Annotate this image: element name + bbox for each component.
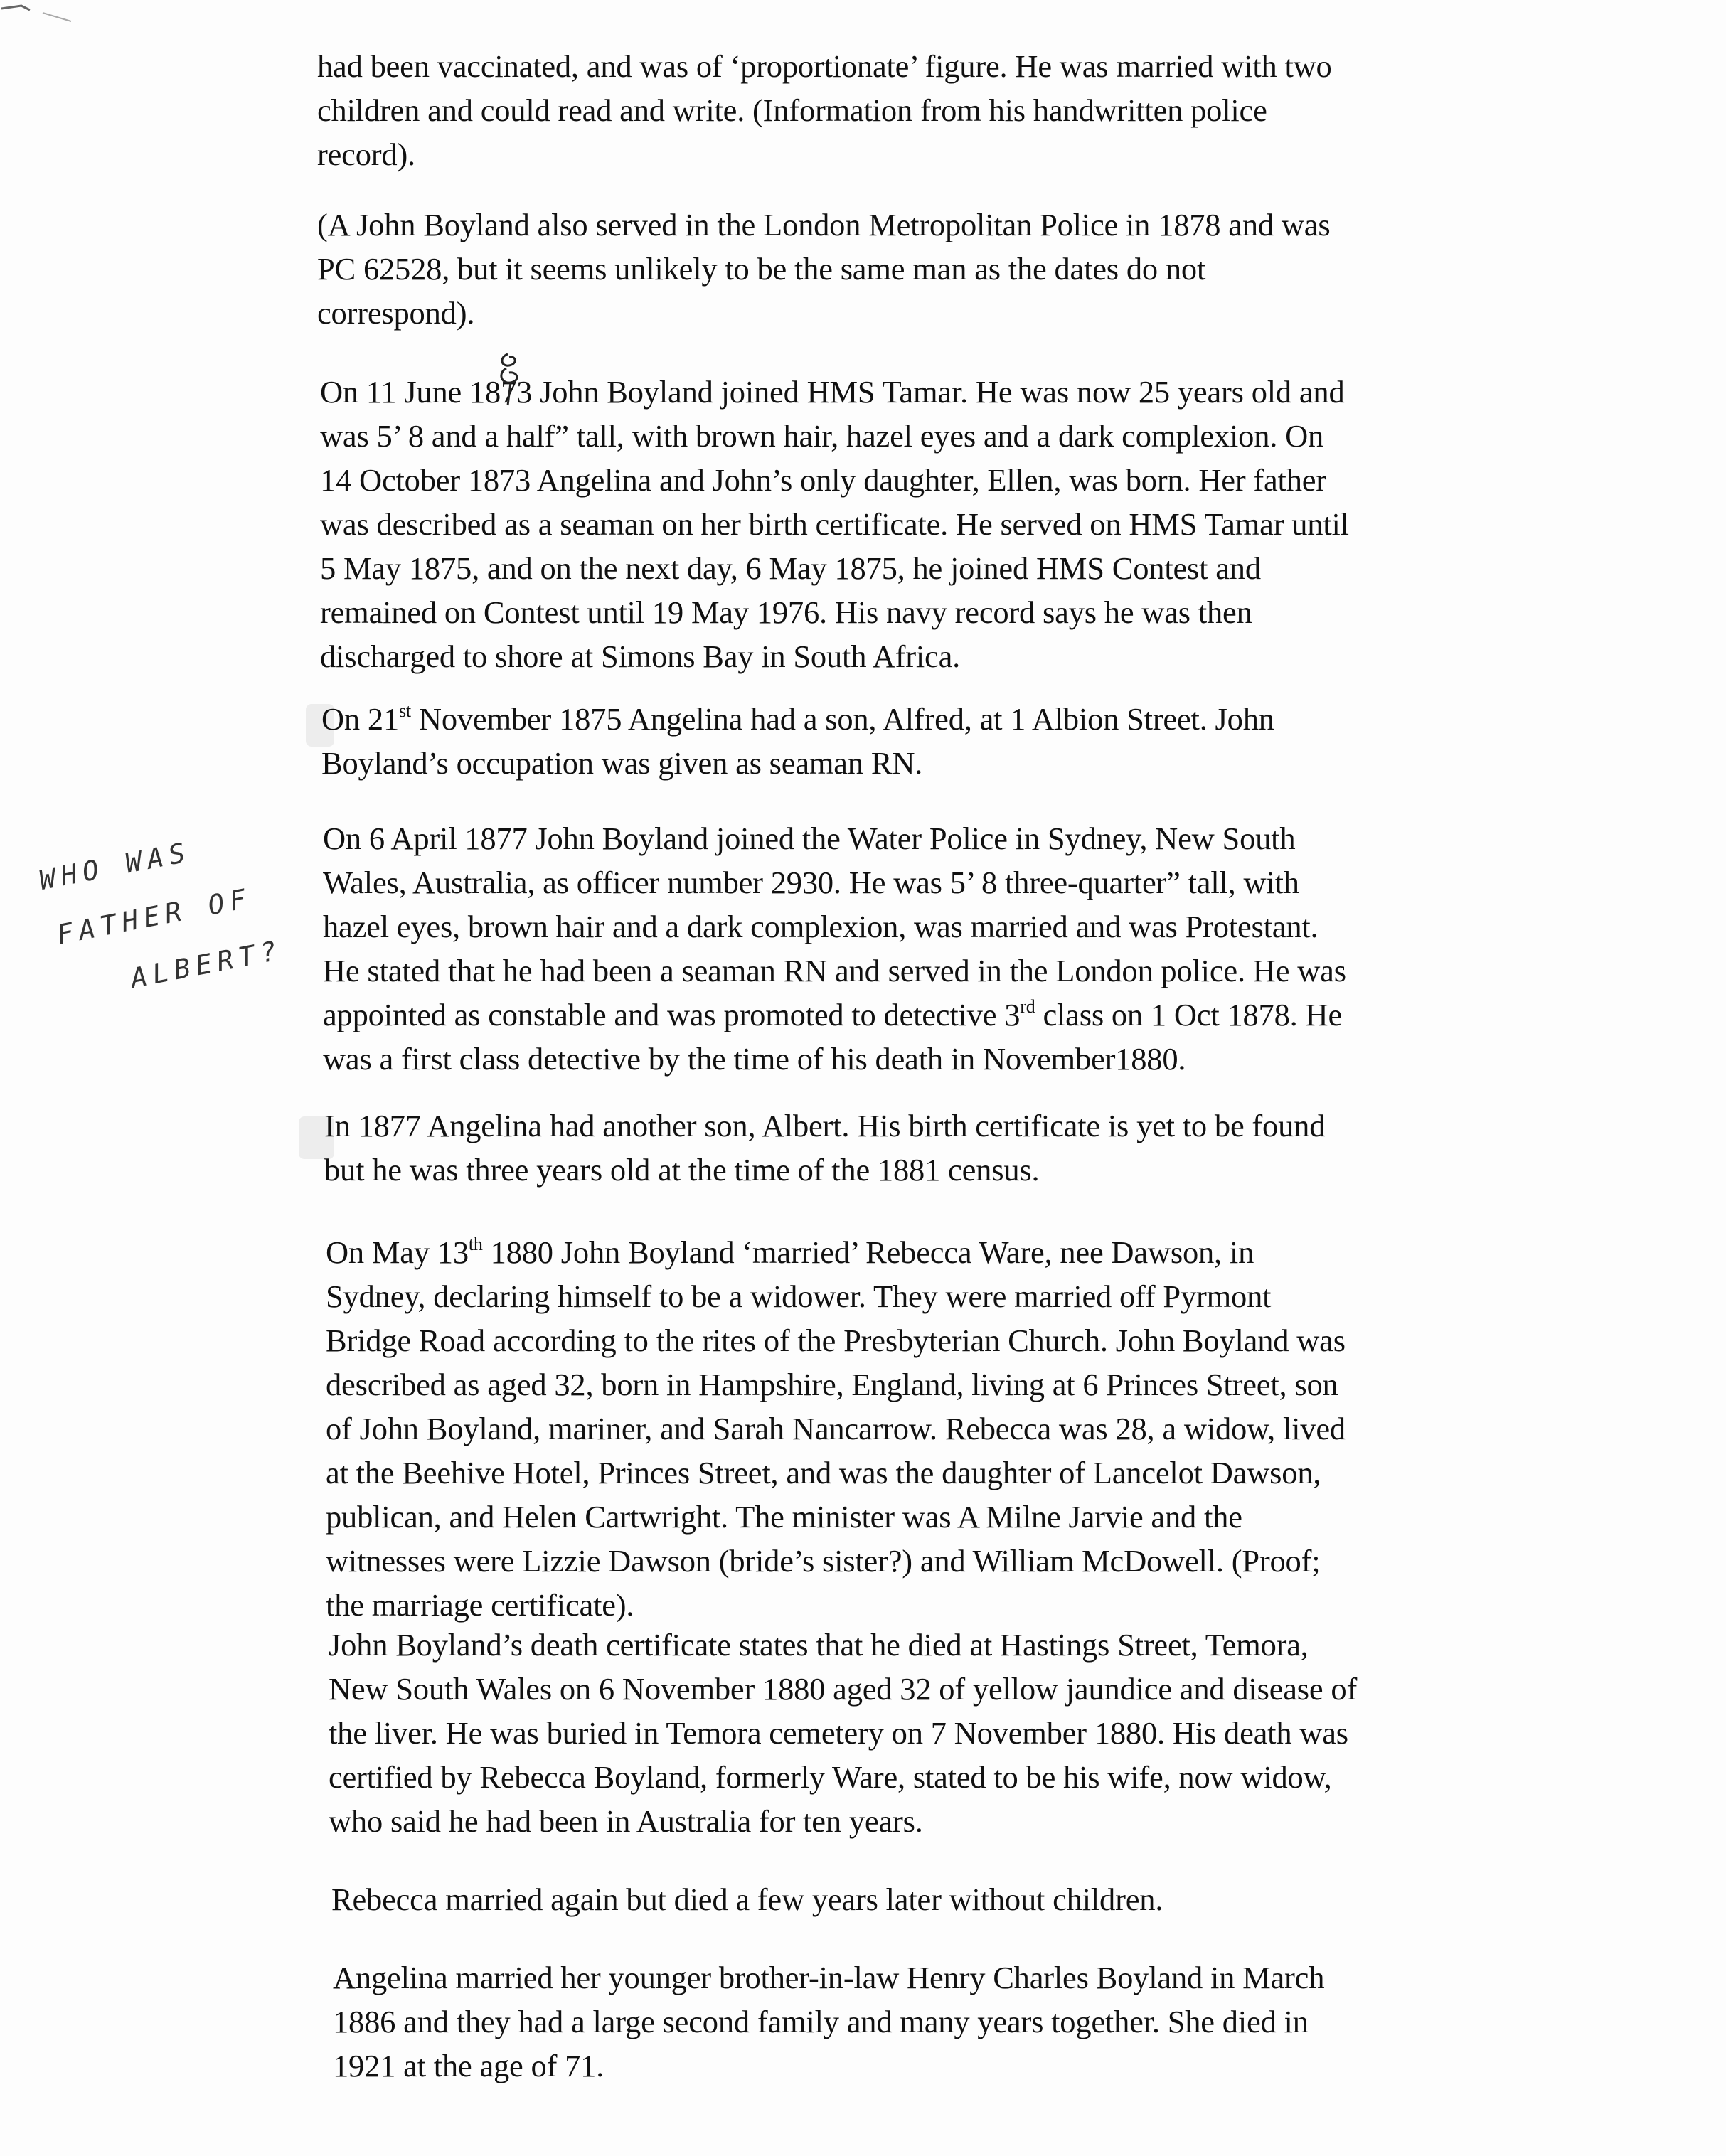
text-line: Angelina married her younger brother-in-law Henry Charles Boyland in March xyxy=(333,1960,1325,1995)
text-line: children and could read and write. (Information from his handwritten police xyxy=(317,92,1267,128)
text-line: He stated that he had been a seaman RN and served in the London police. He was xyxy=(323,953,1346,988)
text-line: 14 October 1873 Angelina and John’s only daughter, Ellen, was born. Her father xyxy=(320,462,1326,498)
text-line: On May 13th 1880 John Boyland ‘married’ Rebecca Ware, nee Dawson, in xyxy=(326,1234,1254,1270)
paragraph-5 xyxy=(323,816,1532,1081)
text-line: record). xyxy=(317,137,415,172)
text-line: publican, and Helen Cartwright. The minister was A Milne Jarvie and the xyxy=(326,1499,1242,1535)
text-line: certified by Rebecca Boyland, formerly Ware, stated to be his wife, now widow, xyxy=(329,1759,1332,1795)
paragraph-4 xyxy=(321,697,1530,785)
text-line: who said he had been in Australia for ten years. xyxy=(329,1803,923,1839)
corner-mark xyxy=(0,0,85,57)
paragraph-8 xyxy=(329,1623,1538,1843)
paragraph-1 xyxy=(317,44,1526,176)
text-line: discharged to shore at Simons Bay in South Africa. xyxy=(320,639,961,674)
text-line: but he was three years old at the time of the 1881 census. xyxy=(324,1152,1040,1188)
text-line: (A John Boyland also served in the London Metropolitan Police in 1878 and was xyxy=(317,207,1331,242)
text-line: On 6 April 1877 John Boyland joined the Water Police in Sydney, New South xyxy=(323,821,1296,856)
text-line: 5 May 1875, and on the next day, 6 May 1875, he joined HMS Contest and xyxy=(320,550,1261,586)
margin-note-line: ALBERT? xyxy=(127,934,285,995)
text-line: correspond). xyxy=(317,295,475,331)
superscript: st xyxy=(399,700,411,721)
text-line: PC 62528, but it seems unlikely to be the same man as the dates do not xyxy=(317,251,1206,287)
superscript: th xyxy=(468,1234,483,1254)
text-line: had been vaccinated, and was of ‘proportionate’ figure. He was married with two xyxy=(317,48,1332,84)
paragraph-10 xyxy=(333,1955,1542,2088)
text-line: Rebecca married again but died a few years later without children. xyxy=(331,1882,1163,1917)
superscript: rd xyxy=(1020,996,1035,1017)
paragraph-3 xyxy=(320,370,1529,678)
text-line: appointed as constable and was promoted to detective 3rd class on 1 Oct 1878. He xyxy=(323,996,1342,1032)
margin-note-line: FATHER OF xyxy=(54,882,255,951)
text-line: at the Beehive Hotel, Princes Street, and was the daughter of Lancelot Dawson, xyxy=(326,1455,1321,1490)
text-line: On 11 June 1873 John Boyland joined HMS Tamar. He was now 25 years old and xyxy=(320,374,1345,410)
paragraph-2 xyxy=(317,203,1526,335)
text-line: was described as a seaman on her birth certificate. He served on HMS Tamar until xyxy=(320,506,1349,542)
text-line: 1921 at the age of 71. xyxy=(333,2048,604,2083)
text-line: Boyland’s occupation was given as seaman RN. xyxy=(321,745,923,781)
text-line: was a first class detective by the time of his death in November1880. xyxy=(323,1041,1186,1077)
text-line: 1886 and they had a large second family and many years together. She died in xyxy=(333,2004,1309,2039)
handwritten-margin-note xyxy=(21,768,356,1035)
paragraph-9 xyxy=(331,1877,1540,1921)
text-line: witnesses were Lizzie Dawson (bride’s sister?) and William McDowell. (Proof; xyxy=(326,1543,1321,1579)
text-line: was 5’ 8 and a half” tall, with brown hair, hazel eyes and a dark complexion. On xyxy=(320,418,1324,454)
text-line: On 21st November 1875 Angelina had a son, Alfred, at 1 Albion Street. John xyxy=(321,700,1274,737)
paragraph-7 xyxy=(326,1230,1535,1627)
paragraph-6 xyxy=(324,1104,1533,1192)
text-line: John Boyland’s death certificate states that he died at Hastings Street, Temora, xyxy=(329,1627,1309,1663)
text-line: hazel eyes, brown hair and a dark complexion, was married and was Protestant. xyxy=(323,909,1319,944)
margin-note-line: WHO WAS xyxy=(36,836,193,897)
text-line: Sydney, declaring himself to be a widower. They were married off Pyrmont xyxy=(326,1279,1272,1314)
text-line: Bridge Road according to the rites of the Presbyterian Church. John Boyland was xyxy=(326,1323,1346,1358)
text-line: the marriage certificate). xyxy=(326,1587,634,1623)
text-line: In 1877 Angelina had another son, Albert. His birth certificate is yet to be found xyxy=(324,1108,1326,1143)
text-line: the liver. He was buried in Temora cemetery on 7 November 1880. His death was xyxy=(329,1715,1348,1751)
text-line: Wales, Australia, as officer number 2930. He was 5’ 8 three-quarter” tall, with xyxy=(323,865,1299,900)
text-line: of John Boyland, mariner, and Sarah Nancarrow. Rebecca was 28, a widow, lived xyxy=(326,1411,1346,1446)
text-line: remained on Contest until 19 May 1976. His navy record says he was then xyxy=(320,594,1252,630)
text-line: described as aged 32, born in Hampshire, England, living at 6 Princes Street, son xyxy=(326,1367,1338,1402)
text-line: New South Wales on 6 November 1880 aged 32 of yellow jaundice and disease of xyxy=(329,1671,1358,1707)
handwritten-correction xyxy=(492,347,528,411)
